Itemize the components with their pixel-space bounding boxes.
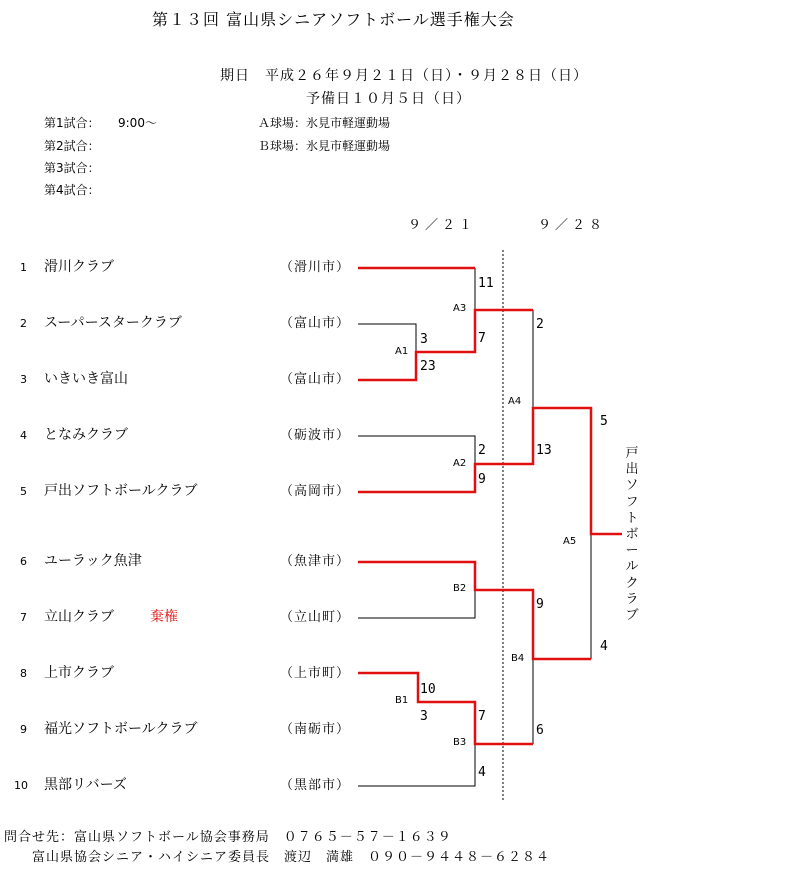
match-label-b4: B4 bbox=[511, 653, 525, 664]
team-number: 4 bbox=[20, 429, 27, 442]
score-b3-top: 7 bbox=[478, 709, 486, 724]
score-a1-top: 3 bbox=[420, 332, 428, 347]
score-b1-top: 10 bbox=[420, 682, 436, 697]
team-number: 7 bbox=[20, 611, 27, 624]
page-title: 第１３回 富山県シニアソフトボール選手権大会 bbox=[152, 10, 515, 29]
team-city: （富山市） bbox=[280, 372, 351, 387]
team-number: 3 bbox=[20, 373, 27, 386]
team-city: （富山市） bbox=[280, 316, 351, 331]
reserve-date: 予備日１０月５日（日） bbox=[306, 91, 471, 107]
score-b2: 9 bbox=[536, 597, 544, 612]
team-number: 9 bbox=[20, 723, 27, 736]
team-number: 5 bbox=[20, 485, 27, 498]
team-city: （上市町） bbox=[280, 666, 351, 681]
game-4-label: 第4試合： bbox=[44, 183, 100, 197]
match-label-a5: A5 bbox=[563, 536, 577, 547]
team-city: （滑川市） bbox=[280, 260, 351, 275]
venue-a: Ａ球場：氷見市軽運動場 bbox=[258, 116, 391, 130]
team-number: 6 bbox=[20, 555, 27, 568]
match-label-b2: B2 bbox=[453, 583, 467, 594]
game-1-label: 第1試合： bbox=[44, 116, 100, 130]
team-name: 戸出ソフトボールクラブ bbox=[44, 483, 198, 499]
team-number: 8 bbox=[20, 667, 27, 680]
winner-lines bbox=[358, 268, 622, 744]
match-label-b1: B1 bbox=[395, 695, 409, 706]
team-city: （黒部市） bbox=[280, 778, 351, 793]
forfeit-note: 棄権 bbox=[150, 609, 178, 625]
team-city: （高岡市） bbox=[280, 484, 351, 499]
score-a5-bottom: 4 bbox=[600, 639, 608, 654]
team-city: （魚津市） bbox=[280, 554, 351, 569]
team-name: となみクラブ bbox=[44, 427, 128, 443]
team-name: 上市クラブ bbox=[44, 665, 114, 681]
team-number: 1 bbox=[20, 261, 27, 274]
team-city: （立山町） bbox=[280, 610, 351, 625]
game-3-label: 第3試合： bbox=[44, 161, 100, 175]
team-city: （南砺市） bbox=[280, 722, 351, 737]
score-b4: 6 bbox=[536, 723, 544, 738]
score-a4-top: 2 bbox=[536, 317, 544, 332]
team-name: 立山クラブ bbox=[44, 609, 114, 625]
score-b1-bottom: 3 bbox=[420, 709, 428, 724]
team-name: ユーラック魚津 bbox=[44, 553, 142, 569]
score-a4-bottom: 13 bbox=[536, 443, 552, 458]
score-a3-bottom: 7 bbox=[478, 331, 486, 346]
venue-b: Ｂ球場：氷見市軽運動場 bbox=[258, 139, 391, 153]
team-name: いきいき富山 bbox=[44, 371, 128, 387]
team-number: 2 bbox=[20, 317, 27, 330]
match-label-b3: B3 bbox=[453, 737, 467, 748]
score-a2-top: 2 bbox=[478, 443, 486, 458]
contact-committee: 富山県協会シニア・ハイシニア委員長 渡辺 満雄 ０９０－９４４８－６２８４ bbox=[32, 850, 551, 865]
match-label-a1: A1 bbox=[395, 346, 409, 357]
score-b3-bottom: 4 bbox=[478, 765, 486, 780]
match-label-a2: A2 bbox=[453, 458, 467, 469]
champion-name: 戸出ソフトボールクラブ bbox=[625, 446, 639, 624]
round-date-1: ９／２１ bbox=[408, 218, 477, 233]
score-a3-top: 11 bbox=[478, 276, 494, 291]
match-label-a4: A4 bbox=[508, 396, 522, 407]
game-1-time: 9:00～ bbox=[118, 116, 157, 130]
team-name: 滑川クラブ bbox=[44, 259, 114, 275]
score-a1-bottom: 23 bbox=[420, 359, 436, 374]
score-a5-top: 5 bbox=[600, 414, 608, 429]
event-dates: 期日 平成２６年９月２１日（日）・９月２８日（日） bbox=[220, 68, 588, 84]
round-date-2: ９／２８ bbox=[538, 218, 607, 233]
team-number: 10 bbox=[14, 779, 28, 792]
team-name: スーパースタークラブ bbox=[44, 315, 182, 331]
contact-office: 問合せ先：富山県ソフトボール協会事務局 ０７６５－５７－１６３９ bbox=[4, 830, 452, 845]
team-name: 黒部リバーズ bbox=[44, 777, 127, 793]
game-2-label: 第2試合： bbox=[44, 139, 100, 153]
match-label-a3: A3 bbox=[453, 303, 467, 314]
team-city: （砺波市） bbox=[280, 428, 351, 443]
team-name: 福光ソフトボールクラブ bbox=[44, 721, 198, 737]
score-a2-bottom: 9 bbox=[478, 472, 486, 487]
